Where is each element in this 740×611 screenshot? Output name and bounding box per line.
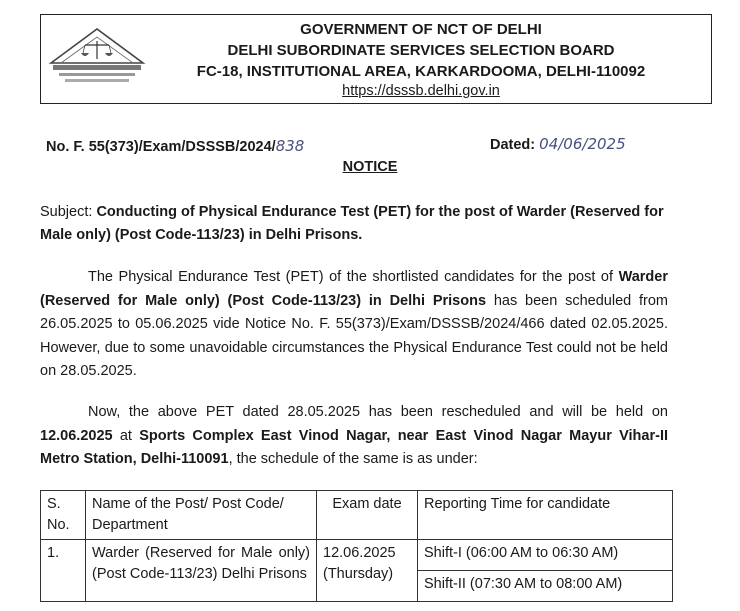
para2-date: 12.06.2025 — [40, 427, 113, 444]
letterhead — [40, 14, 712, 104]
para2-text-3: , the schedule of the same is as under: — [228, 451, 478, 467]
file-number-handwritten: 838 — [275, 137, 305, 155]
dated-line — [490, 135, 626, 153]
schedule-table — [40, 490, 673, 602]
subject-line — [40, 201, 680, 247]
header-government: GOVERNMENT OF NCT OF DELHI — [300, 21, 542, 38]
header-website-link[interactable]: https://dsssb.delhi.gov.in — [342, 83, 500, 99]
dated-label: Dated: — [490, 137, 536, 153]
dsssb-emblem-icon — [47, 23, 147, 91]
header-post-name: Name of the Post/ Post Code/ Department — [86, 491, 317, 540]
shift-1: Shift-I (06:00 AM to 06:30 AM) — [424, 545, 619, 561]
header-reporting-time: Reporting Time for candidate — [418, 491, 673, 540]
para1-text-2: has been scheduled from 26.05.2025 to 05.06.2025 vide Notice No. F. 55(373)/Exam/DSSSB/2024/466 dated 02.05.2025. However, due to some unavoidable circumstances the Physical Endurance Test could not be held on 28.05.2025. — [40, 292, 669, 379]
file-number — [46, 137, 304, 155]
subject-text: Conducting of Physical Endurance Test (PET) for the post of Warder (Reserved for Male only) (Post Code-113/23) in Delhi Prisons. — [40, 204, 664, 243]
subject-label: Subject: — [40, 204, 93, 220]
para2-text-1: Now, the above PET dated 28.05.2025 has been rescheduled and will be held on — [88, 404, 668, 420]
para1-post-name: Warder (Reserved for Male only) (Post Code-113/23) in Delhi Prisons — [40, 269, 668, 309]
para2-venue: Sports Complex East Vinod Nagar, near East Vinod Nagar Mayur Vihar-II Metro Station, Delhi-110091 — [40, 427, 668, 467]
table-row — [41, 540, 673, 602]
para1-text-1: The Physical Endurance Test (PET) of the shortlisted candidates for the post of — [88, 269, 619, 285]
cell-exam-date: 12.06.2025 (Thursday) — [317, 540, 418, 602]
header-exam-date: Exam date — [317, 491, 418, 540]
cell-sno: 1. — [41, 540, 86, 602]
para2-text-2: at — [112, 427, 140, 444]
shift-2: Shift-II (07:30 AM to 08:00 AM) — [418, 570, 672, 601]
cell-post-name: Warder (Reserved for Male only) (Post Code-113/23) Delhi Prisons — [86, 540, 317, 602]
table-header-row — [41, 491, 673, 540]
paragraph-1 — [40, 266, 668, 384]
file-number-text: No. F. 55(373)/Exam/DSSSB/2024/ — [46, 139, 276, 155]
paragraph-2 — [40, 401, 668, 472]
header-board-name: DELHI SUBORDINATE SERVICES SELECTION BOARD — [227, 42, 615, 59]
cell-reporting-time — [418, 540, 673, 602]
header-sno: S. No. — [41, 491, 86, 540]
header-address: FC-18, INSTITUTIONAL AREA, KARKARDOOMA, DELHI-110092 — [196, 63, 646, 80]
dated-handwritten: 04/06/2025 — [539, 135, 626, 153]
notice-title: NOTICE — [342, 159, 398, 175]
